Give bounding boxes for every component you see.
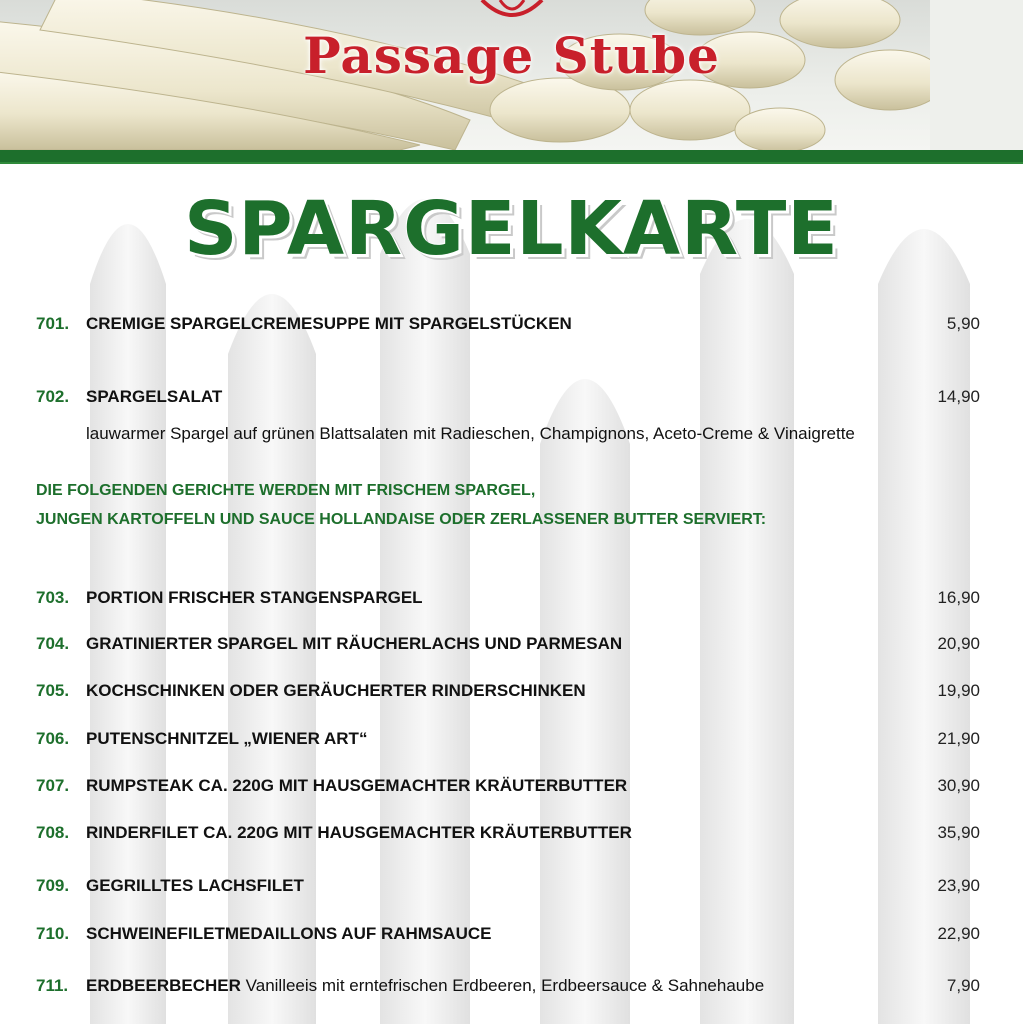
item-name: RINDERFILET CA. 220G MIT HAUSGEMACHTER KRÄUTERBUTTER bbox=[86, 823, 632, 842]
item-number: 707. bbox=[36, 776, 70, 795]
item-number: 708. bbox=[36, 823, 70, 842]
item-name: PUTENSCHNITZEL „WIENER ART“ bbox=[86, 729, 368, 748]
menu-item bbox=[36, 876, 980, 902]
menu-item bbox=[36, 924, 980, 950]
item-number: 704. bbox=[36, 634, 70, 653]
item-name: SCHWEINEFILETMEDAILLONS AUF RAHMSAUCE bbox=[86, 924, 492, 943]
item-number: 703. bbox=[36, 588, 70, 607]
item-number: 709. bbox=[36, 876, 70, 895]
menu-item bbox=[36, 823, 980, 849]
menu-item bbox=[36, 681, 980, 707]
menu-item bbox=[36, 976, 980, 1002]
item-price: 5,90 bbox=[946, 314, 980, 333]
menu-item bbox=[36, 387, 980, 413]
serving-note-line-2: JUNGEN KARTOFFELN UND SAUCE HOLLANDAISE ODER ZERLASSENER BUTTER SERVIERT: bbox=[36, 511, 767, 528]
menu-item bbox=[36, 634, 980, 660]
serving-note-line-1: DIE FOLGENDEN GERICHTE WERDEN MIT FRISCHEM SPARGEL, bbox=[36, 482, 536, 499]
item-price: 30,90 bbox=[937, 776, 980, 795]
item-number: 711. bbox=[36, 976, 69, 995]
green-divider bbox=[0, 150, 1023, 164]
menu-item bbox=[36, 729, 980, 755]
item-price: 23,90 bbox=[937, 876, 980, 895]
item-name: GRATINIERTER SPARGEL MIT RÄUCHERLACHS UND PARMESAN bbox=[86, 634, 623, 653]
item-name: PORTION FRISCHER STANGENSPARGEL bbox=[86, 588, 423, 607]
item-price: 19,90 bbox=[937, 681, 980, 700]
header-photo bbox=[0, 0, 1023, 150]
item-price: 16,90 bbox=[937, 588, 980, 607]
item-description: Vanilleeis mit erntefrischen Erdbeeren, Erdbeersauce & Sahnehaube bbox=[245, 976, 765, 995]
menu-item bbox=[36, 314, 980, 340]
item-price: 7,90 bbox=[946, 976, 980, 995]
item-name-text: ERDBEERBECHER bbox=[86, 976, 241, 995]
item-name: CREMIGE SPARGELCREMESUPPE MIT SPARGELSTÜCKEN bbox=[86, 314, 572, 333]
item-name: GEGRILLTES LACHSFILET bbox=[86, 876, 304, 895]
item-price: 14,90 bbox=[937, 387, 980, 406]
item-price: 20,90 bbox=[937, 634, 980, 653]
item-description: lauwarmer Spargel auf grünen Blattsalaten mit Radieschen, Champignons, Aceto-Creme & Vinaigrette bbox=[86, 424, 855, 443]
item-number: 702. bbox=[36, 387, 70, 406]
restaurant-logo: Passage Stube bbox=[303, 26, 720, 85]
item-name: RUMPSTEAK CA. 220G MIT HAUSGEMACHTER KRÄUTERBUTTER bbox=[86, 776, 628, 795]
item-number: 705. bbox=[36, 681, 70, 700]
item-number: 710. bbox=[36, 924, 70, 943]
item-price: 35,90 bbox=[937, 823, 980, 842]
menu-item bbox=[36, 588, 980, 614]
item-number: 706. bbox=[36, 729, 70, 748]
item-name: KOCHSCHINKEN ODER GERÄUCHERTER RINDERSCHINKEN bbox=[86, 681, 586, 700]
menu-item bbox=[36, 776, 980, 802]
item-name: SPARGELSALAT bbox=[86, 387, 223, 406]
item-price: 21,90 bbox=[937, 729, 980, 748]
item-number: 701. bbox=[36, 314, 70, 333]
item-price: 22,90 bbox=[937, 924, 980, 943]
page-title: SPARGELKARTE bbox=[184, 186, 839, 272]
item-name bbox=[86, 976, 764, 996]
